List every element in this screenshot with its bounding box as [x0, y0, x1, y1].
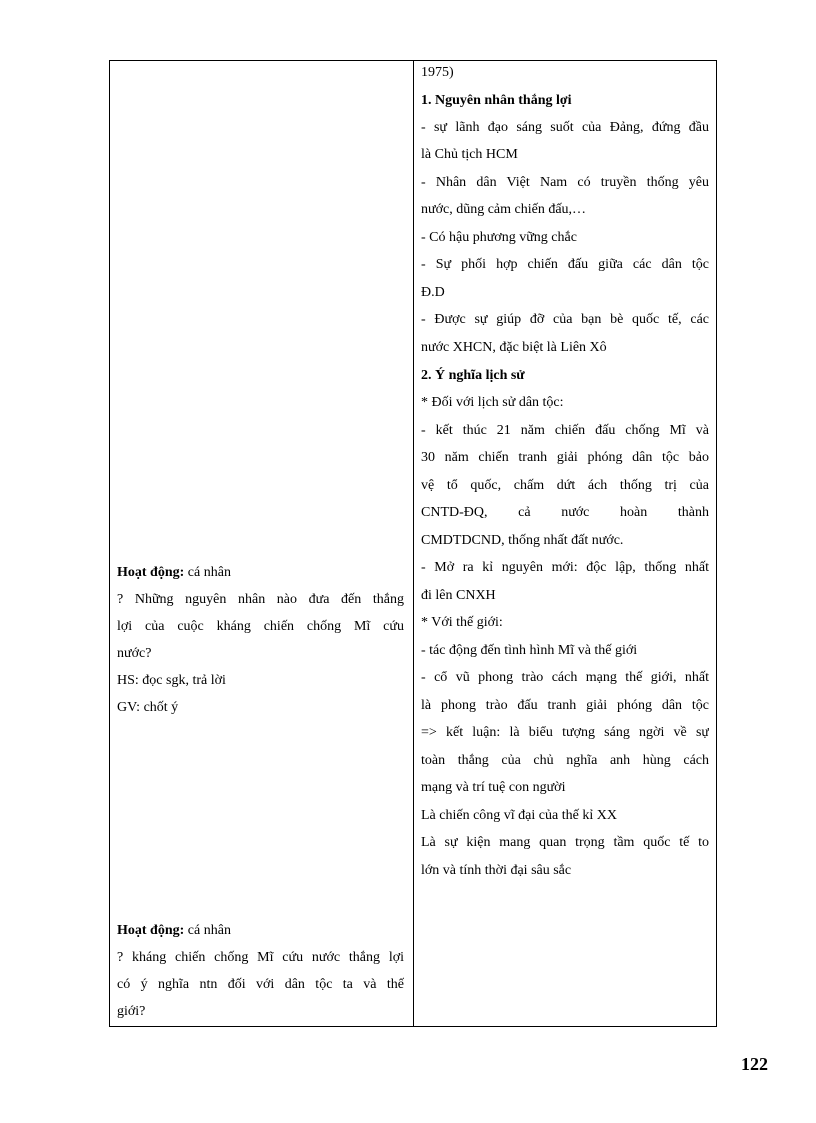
world-line: lớn và tính thời đại sâu sắc [421, 863, 572, 878]
significance-line: CNTD-ĐQ, cả nước hoàn thành [421, 505, 709, 520]
world-line: Là sự kiện mang quan trọng tầm quốc tế to [421, 835, 709, 850]
page-number: 122 [741, 1054, 768, 1074]
activity-1-question-line: lợi của cuộc kháng chiến chống Mĩ cứu [117, 619, 404, 634]
significance-line: 30 năm chiến tranh giải phóng dân tộc bảo [421, 450, 709, 465]
activity-1-header [117, 564, 404, 582]
activity-1-student-task: HS: đọc sgk, trả lời [117, 673, 226, 688]
significance-line: - Mở ra kỉ nguyên mới: độc lập, thống nhất [421, 560, 709, 575]
significance-line: - kết thúc 21 năm chiến đấu chống Mĩ và [421, 423, 709, 438]
section-2-heading: 2. Ý nghĩa lịch sử [421, 368, 525, 383]
cause-line: - Có hậu phương vững chắc [421, 230, 577, 245]
content-table [109, 60, 717, 1027]
section-1-heading: 1. Nguyên nhân thắng lợi [421, 93, 572, 108]
year-end-text: 1975) [421, 65, 454, 80]
significance-line: vệ tổ quốc, chấm dứt ách thống trị của [421, 478, 709, 493]
activity-mode: cá nhân [184, 565, 231, 580]
significance-line: đi lên CNXH [421, 588, 496, 603]
column-divider [413, 61, 414, 1026]
cause-line: nước, dũng cảm chiến đấu,… [421, 202, 587, 217]
activity-2-question-line: có ý nghĩa ntn đối với dân tộc ta và thế [117, 977, 404, 992]
activity-label: Hoạt động: [117, 923, 185, 938]
significance-line: CMDTDCND, thống nhất đất nước. [421, 533, 624, 548]
world-line: => kết luận: là biểu tượng sáng ngời về sự [421, 725, 709, 740]
cause-line: - Sự phối hợp chiến đấu giữa các dân tộc [421, 257, 709, 272]
cause-line: Đ.D [421, 285, 445, 300]
activity-2-header [117, 922, 404, 940]
activity-1-question-line: nước? [117, 646, 152, 661]
activity-2-question-line: giới? [117, 1004, 146, 1019]
activity-mode: cá nhân [184, 923, 231, 938]
activity-1-question-line: ? Những nguyên nhân nào đưa đến thắng [117, 592, 404, 607]
activity-2-question-line: ? kháng chiến chống Mĩ cứu nước thắng lợi [117, 950, 404, 965]
world-line: mạng và trí tuệ con người [421, 780, 566, 795]
world-line: toàn thắng của chủ nghĩa anh hùng cách [421, 753, 709, 768]
world-line: Là chiến công vĩ đại của thế kỉ XX [421, 808, 617, 823]
world-line: là phong trào đấu tranh giải phóng dân tộc [421, 698, 709, 713]
activity-label: Hoạt động: [117, 565, 185, 580]
world-line: - cổ vũ phong trào cách mạng thế giới, nhất [421, 670, 709, 685]
cause-line: là Chủ tịch HCM [421, 147, 518, 162]
cause-line: - Nhân dân Việt Nam có truyền thống yêu [421, 175, 709, 190]
cause-line: - sự lãnh đạo sáng suốt của Đảng, đứng đầu [421, 120, 709, 135]
significance-line: * Đối với lịch sử dân tộc: [421, 395, 564, 410]
world-line: - tác động đến tình hình Mĩ và thế giới [421, 643, 638, 658]
cause-line: nước XHCN, đặc biệt là Liên Xô [421, 340, 607, 355]
activity-1-teacher-task: GV: chốt ý [117, 700, 179, 715]
world-line: * Với thế giới: [421, 615, 503, 630]
cause-line: - Được sự giúp đỡ của bạn bè quốc tế, các [421, 312, 709, 327]
